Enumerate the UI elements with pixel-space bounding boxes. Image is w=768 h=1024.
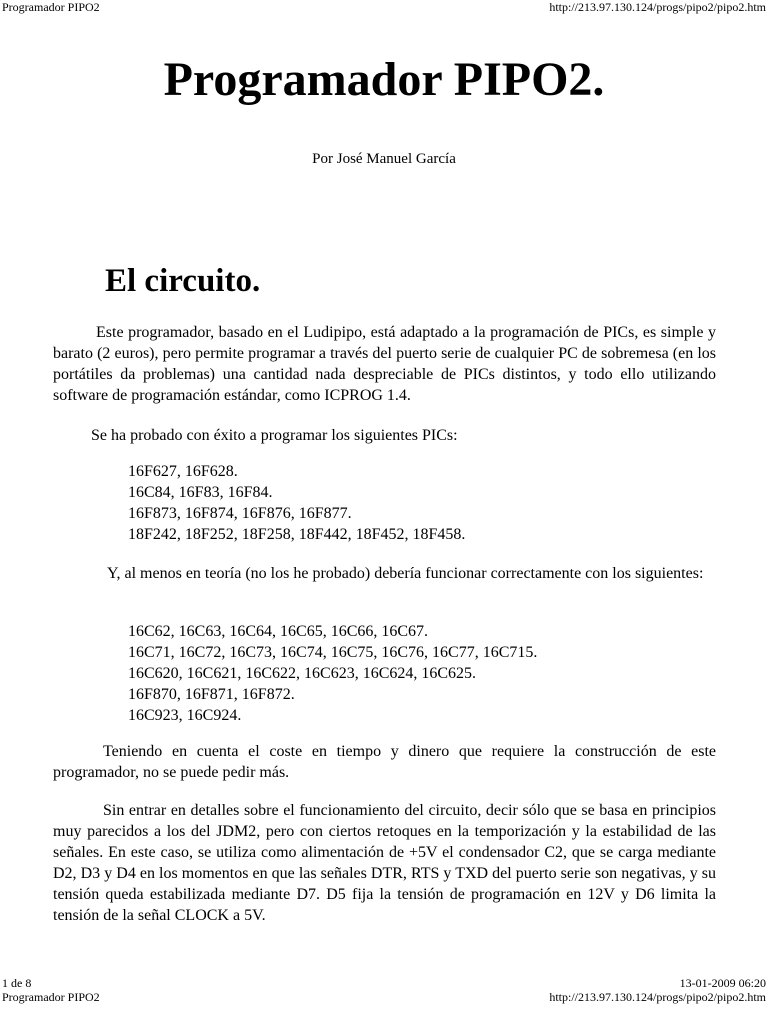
paragraph-intro-text: Este programador, basado en el Ludipipo, está adaptado a la programación de PICs, es simple y barato (2 euros), pero permite programar a través del puerto serie de cualquier PC de sobremesa (en los portátiles da problemas) una cantidad nada despreciable de PICs distintos, y todo ello utilizando software de programación estándar, como ICPROG 1.4.	[53, 324, 716, 404]
page-title: Programador PIPO2.	[163, 53, 605, 106]
list-item: 16F627, 16F628.	[128, 463, 238, 480]
paragraph-untested-text: Y, al menos en teoría (no los he probado) debería funcionar correctamente con los siguientes:	[107, 565, 704, 582]
paragraph-cost	[53, 741, 716, 783]
list-item: 16C62, 16C63, 16C64, 16C65, 16C66, 16C67.	[128, 623, 429, 640]
paragraph-tested-text: Se ha probado con éxito a programar los siguientes PICs:	[91, 427, 458, 444]
paragraph-operation	[53, 800, 716, 926]
author-line: Por José Manuel García	[312, 151, 456, 167]
list-item: 16C71, 16C72, 16C73, 16C74, 16C75, 16C76, 16C77, 16C715.	[128, 644, 538, 661]
list-item: 16F873, 16F874, 16F876, 16F877.	[128, 505, 352, 522]
paragraph-tested	[53, 425, 716, 446]
paragraph-untested	[53, 563, 716, 584]
tested-pics-list	[128, 461, 688, 545]
list-item: 16C923, 16C924.	[128, 707, 242, 724]
print-header	[0, 0, 768, 14]
footer-datetime: 13-01-2009 06:20	[679, 976, 766, 990]
footer-url: http://213.97.130.124/progs/pipo2/pipo2.htm	[549, 990, 766, 1004]
header-url: http://213.97.130.124/progs/pipo2/pipo2.htm	[549, 0, 766, 14]
footer-page-title: Programador PIPO2	[2, 990, 100, 1004]
list-item: 16F870, 16F871, 16F872.	[128, 686, 295, 703]
paragraph-operation-text: Sin entrar en detalles sobre el funcionamiento del circuito, decir sólo que se basa en principios muy parecidos a los del JDM2, pero con ciertos retoques en la temporización y la estabilidad de las señales. En este caso, se utiliza como alimentación de +5V el condensador C2, que se carga mediante D2, D3 y D4 en los momentos en que las señales DTR, RTS y TXD del puerto serie son negativas, y su tensión queda estabilizada mediante D7. D5 fija la tensión de programación en 12V y D6 limita la tensión de la señal CLOCK a 5V.	[53, 802, 716, 924]
list-item: 16C620, 16C621, 16C622, 16C623, 16C624, 16C625.	[128, 665, 477, 682]
paragraph-intro	[53, 322, 716, 406]
list-item: 16C84, 16F83, 16F84.	[128, 484, 273, 501]
header-page-title: Programador PIPO2	[2, 0, 100, 14]
list-item: 18F242, 18F252, 18F258, 18F442, 18F452, 18F458.	[128, 526, 466, 543]
section-heading: El circuito.	[105, 263, 261, 299]
print-footer	[0, 976, 768, 1004]
untested-pics-list	[128, 621, 688, 726]
paragraph-cost-text: Teniendo en cuenta el coste en tiempo y dinero que requiere la construcción de este programador, no se puede pedir más.	[53, 743, 716, 781]
footer-page-number: 1 de 8	[2, 976, 32, 990]
